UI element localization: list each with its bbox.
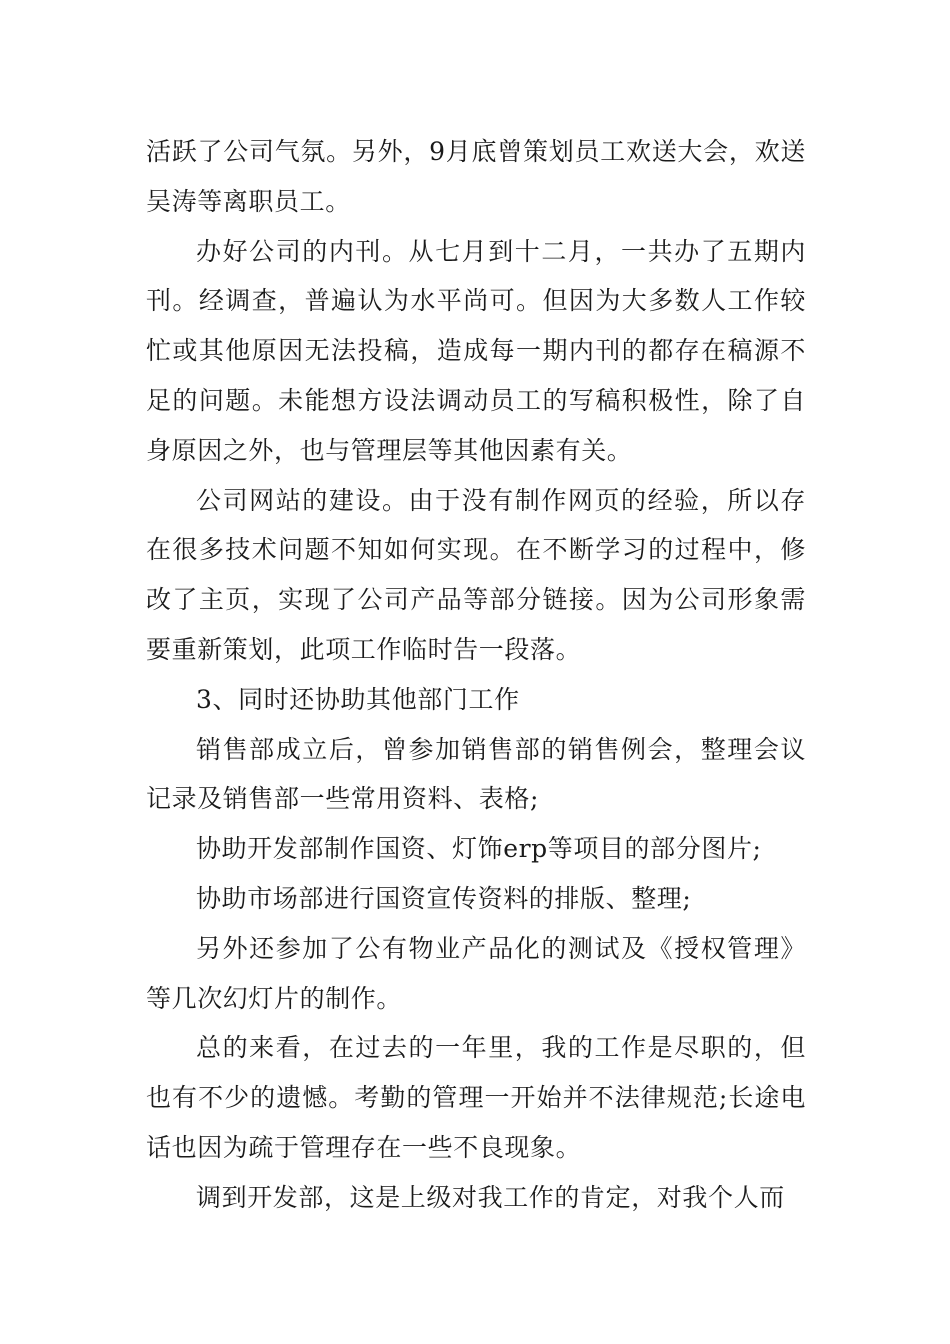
paragraph-internal-magazine: 办好公司的内刊。从七月到十二月，一共办了五期内刊。经调查，普遍认为水平尚可。但因为大多数人工作较忙或其他原因无法投稿，造成每一期内刊的都存在稿源不足的问题。未能想方设法调动员工的写稿积极性，除了自身原因之外，也与管理层等其他因素有关。 — [146, 236, 806, 465]
document-body — [146, 127, 806, 1223]
paragraph-website: 公司网站的建设。由于没有制作网页的经验，所以存在很多技术问题不知如何实现。在不断学习的过程中，修改了主页，实现了公司产品等部分链接。因为公司形象需要重新策划，此项工作临时告一段落。 — [146, 485, 806, 664]
paragraph-dev: 协助开发部制作国资、灯饰erp等项目的部分图片; — [196, 834, 762, 864]
paragraph-sales: 销售部成立后，曾参加销售部的销售例会，整理会议记录及销售部一些常用资料、表格; — [146, 734, 806, 814]
section-heading-assist: 3、同时还协助其他部门工作 — [196, 684, 520, 714]
paragraph-other: 另外还参加了公有物业产品化的测试及《授权管理》等几次幻灯片的制作。 — [146, 933, 806, 1013]
paragraph-summary: 总的来看，在过去的一年里，我的工作是尽职的，但也有不少的遗憾。考勤的管理一开始并不法律规范;长途电话也因为疏于管理存在一些不良现象。 — [146, 1033, 806, 1162]
paragraph-continuation: 活跃了公司气氛。另外，9月底曾策划员工欢送大会，欢送吴涛等离职员工。 — [146, 137, 806, 216]
paragraph-marketing: 协助市场部进行国资宣传资料的排版、整理; — [196, 883, 692, 913]
paragraph-transfer: 调到开发部，这是上级对我工作的肯定，对我个人而 — [196, 1182, 785, 1212]
